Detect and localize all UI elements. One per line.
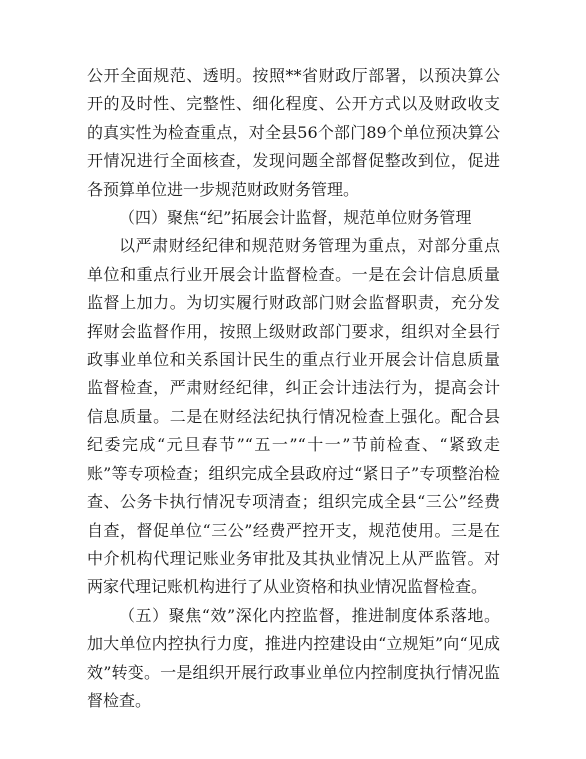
paragraph-internal-control: （五）聚焦“效”深化内控监督，推进制度体系落地。加大单位内控执行力度，推进内控建设由“立规矩”向“见成效”转变。一是组织开展行政事业单位内控制度执行情况监督检查。	[87, 605, 500, 710]
document-page	[87, 62, 500, 715]
paragraph-accounting-supervision: 以严肃财经纪律和规范财务管理为重点，对部分重点单位和重点行业开展会计监督检查。一是在会计信息质量监督上加力。为切实履行财政部门财会监督职责，充分发挥财会监督作用，按照上级财政部门要求，组织对全县行政事业单位和关系国计民生的重点行业开展会计信息质量监督检查，严肃财经纪律，纠正会计违法行为，提高会计信息质量。二是在财经法纪执行情况检查上强化。配合县纪委完成“元旦春节”“五一”“十一”节前检查、“紧致走账”等专项检查；组织完成全县政府过“紧日子”专项整治检查、公务卡执行情况专项清查；组织完成全县“三公”经费自查，督促单位“三公”经费严控开支，规范使用。三是在中介机构代理记账业务审批及其执业情况上从严监管。对两家代理记账机构进行了从业资格和执业情况监督检查。	[87, 236, 500, 597]
section-heading-four: （四）聚焦“纪”拓展会计监督，规范单位财务管理	[119, 208, 472, 228]
paragraph-budget-disclosure: 公开全面规范、透明。按照**省财政厅部署，以预决算公开的及时性、完整性、细化程度、公开方式以及财政收支的真实性为检查重点，对全县56个部门89个单位预决算公开情况进行全面核查，发现问题全部督促整改到位，促进各预算单位进一步规范财政财务管理。	[87, 66, 500, 199]
